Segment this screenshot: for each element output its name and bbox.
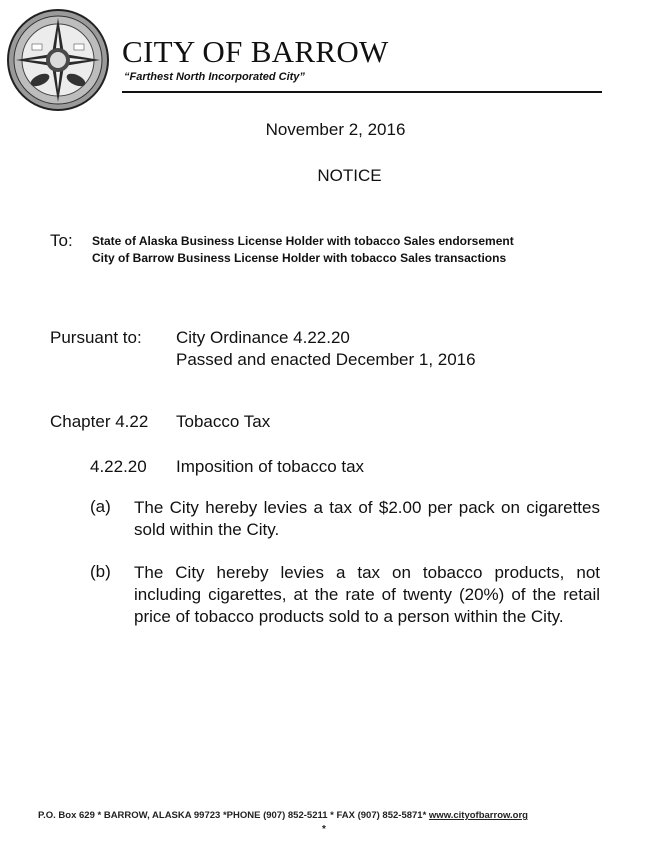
notice-date: November 2, 2016 — [265, 120, 406, 139]
footer-contact — [38, 810, 608, 821]
to-label: To: — [50, 231, 73, 250]
ordinance-reference: City Ordinance 4.22.20 — [176, 328, 350, 347]
clause-text: The City hereby levies a tax on tobacco products, not including cigarettes, at the rate of twenty (20%) of the retail price of tobacco products sold to a person within the City. — [134, 563, 600, 626]
chapter-title: Tobacco Tax — [176, 412, 271, 431]
clause-letter: (a) — [90, 497, 111, 516]
org-motto: “Farthest North Incorporated City” — [124, 71, 305, 83]
clause-letter: (b) — [90, 562, 111, 581]
section-title: Imposition of tobacco tax — [176, 457, 365, 476]
footer-star: * — [322, 824, 326, 835]
notice-title: NOTICE — [317, 166, 382, 185]
footer-address: P.O. Box 629 * BARROW, ALASKA 99723 *PHONE (907) 852-5211 * FAX (907) 852-5871* — [38, 810, 429, 821]
pursuant-label: Pursuant to: — [50, 328, 142, 347]
city-seal-logo — [6, 8, 110, 112]
section-number: 4.22.20 — [90, 457, 147, 476]
recipient-line: City of Barrow Business License Holder with tobacco Sales transactions — [92, 251, 507, 265]
org-name: CITY OF BARROW — [122, 34, 389, 69]
clause-text: The City hereby levies a tax of $2.00 per pack on cigarettes sold within the City. — [134, 498, 600, 539]
recipient-line: State of Alaska Business License Holder with tobacco Sales endorsement — [92, 234, 514, 248]
header-divider — [122, 91, 602, 93]
enactment-date: Passed and enacted December 1, 2016 — [176, 350, 476, 369]
website-link[interactable]: www.cityofbarrow.org — [428, 810, 528, 821]
chapter-number: Chapter 4.22 — [50, 412, 149, 431]
